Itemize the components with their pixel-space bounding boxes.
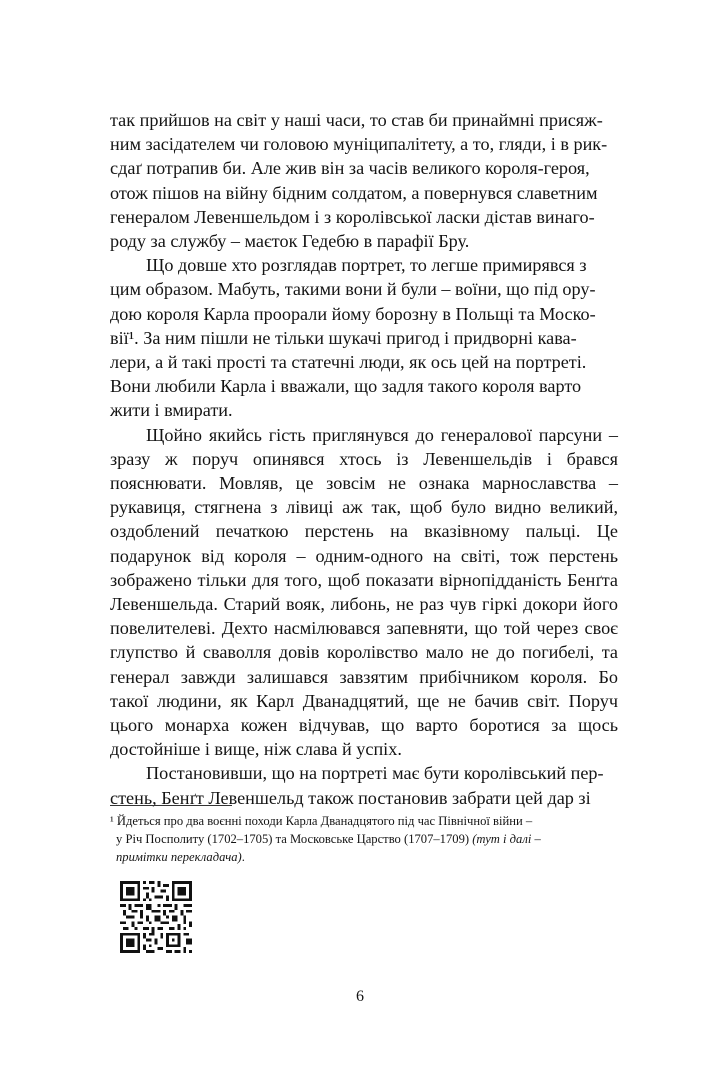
text-line: Постановивши, що на портреті має бути королівський пер- — [146, 763, 604, 784]
text-line: дою короля Карла проорали йому борозну в Польщі та Моско- — [110, 303, 596, 324]
text-line: отож пішов на війну бідним солдатом, а повернувся славетним — [110, 182, 598, 203]
text-line: стень, Бенґт Левеншельд також постановив забрати цей дар зі — [110, 787, 591, 808]
text-line: так прийшов на світ у наші часи, то став би принаймні присяж- — [110, 110, 603, 130]
footnote-continuation — [110, 830, 618, 866]
text-line: цим образом. Мабуть, такими вони й були – воїни, що під ору- — [110, 279, 596, 300]
main-text — [110, 108, 618, 810]
paragraph-4 — [110, 761, 618, 809]
text-line: жити і вмирати. — [110, 400, 233, 421]
text-line: зразу ж поруч опинявся хтось із Левеншельдів і брався пояснювати. Мовляв, це зовсім не ознака марнославства – рукавиця, стягнена з лівиці аж так, щоб було видно великий, оздоблений печаткою перстень на вказівному пальці. Це подарунок від короля – одним-одного на світі, тож перстень зображено тільки для того, щоб показати вірнопідданість Бенґта Левеншельда. Старий вояк, либонь, не раз чув гіркі докори його повелителеві. Дехто насмілювався запевняти, що той через своє глупство й сваволля довів королівство мало не до погибелі, та генерал завжди залишався завзятим прибічником короля. Бо такої людини, як Карл Дванадцятий, ще не бачив світ. Поруч цього монарха кожен відчував, що варто боротися за щось достойніше і вище, ніж слава й успіх. — [110, 448, 618, 760]
footnote — [110, 812, 618, 866]
text-line: Вони любили Карла і вважали, що задля такого короля варто — [110, 376, 582, 397]
footnote-text: . — [241, 850, 245, 864]
footnote-line: ¹ Йдеться про два воєнні походи Карла Дванадцятого під час Північної війни – — [110, 814, 533, 828]
page-body — [110, 108, 618, 810]
paragraph-2 — [110, 253, 618, 422]
text-line: Що довше хто розглядав портрет, то легше примирявся з — [146, 255, 587, 276]
footnote-text: у Річ Посполиту (1702–1705) та Московське Царство (1707–1709) — [116, 832, 473, 846]
qr-code-icon — [120, 881, 192, 953]
footnote-italic: (тут і далі – — [472, 832, 541, 846]
text-line: лери, а й такі прості та статечні люди, як ось цей на портреті. — [110, 352, 587, 373]
text-line: роду за службу – маєток Гедебю в парафії Бру. — [110, 231, 470, 252]
footnote-italic: примітки перекладача) — [116, 850, 242, 864]
paragraph-1 — [110, 108, 618, 253]
text-line: Щойно якийсь гість приглянувся до генералової парсуни – — [146, 424, 618, 445]
text-line: генералом Левеншельдом і з королівської ласки дістав винаго- — [110, 206, 595, 227]
paragraph-3 — [110, 423, 618, 762]
text-line: ним засідателем чи головою муніципалітету, а то, гляди, і в рик- — [110, 134, 608, 155]
text-line: вії¹. За ним пішли не тільки шукачі пригод і придворні кава- — [110, 327, 577, 348]
footnote-separator — [110, 805, 232, 806]
text-line: сдаґ потрапив би. Але жив він за часів великого короля-героя, — [110, 158, 590, 179]
page-number: 6 — [356, 988, 364, 1005]
